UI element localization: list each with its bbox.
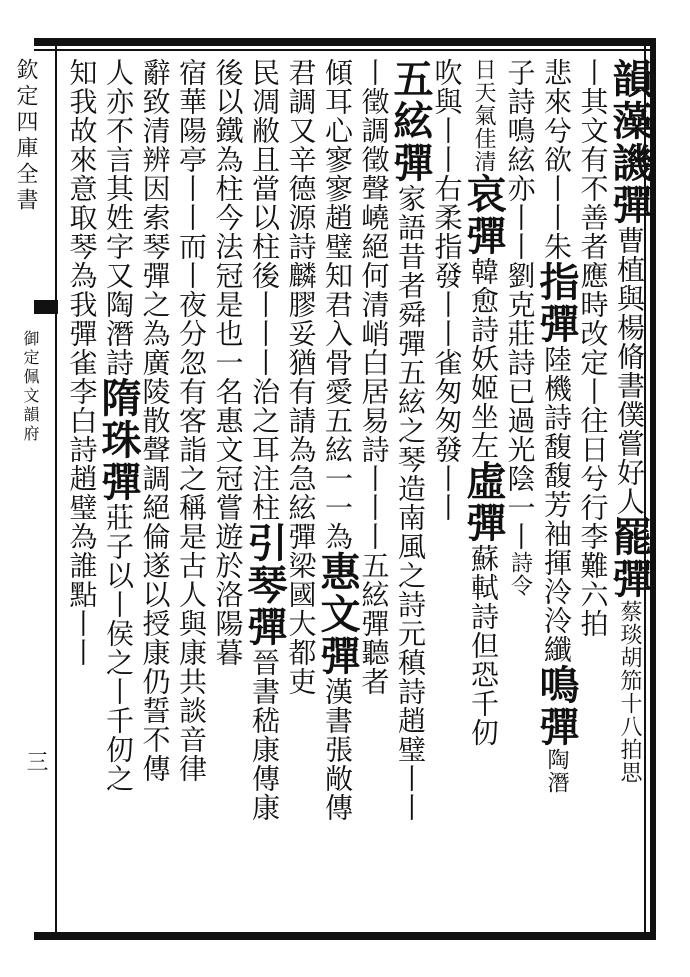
entry-text: 吹與丨丨 [430, 58, 464, 174]
entry-text: 辭致清辨因索琴彈之為廣陵散聲調絕倫遂以授康仍誓不傳 [138, 58, 172, 783]
text-column [174, 58, 208, 783]
entry-text: 子詩鳴絃亦丨丨 [503, 58, 537, 261]
margin-subtitle: 御定佩文韻府 [21, 330, 40, 444]
margin-title: 欽定四庫全書 [13, 58, 38, 214]
entry-text: 後以鐵為柱今法冠是也一名惠文冠 [211, 58, 245, 493]
entry-text: 知我故來意取琴為我彈 [65, 58, 99, 348]
entry-text: 晉書嵇康傳康 [248, 648, 281, 822]
entry-text: 宿華陽亭丨丨而丨夜分忽有客詣之稱是古人與康共談音律 [175, 58, 208, 783]
entry-text: 丨其文有不善者應時改定丨 [576, 58, 610, 406]
entry-text: 曹植與楊脩書僕嘗好人 [613, 226, 646, 516]
entry-text: 陶潛 [544, 748, 569, 794]
entry-text: 雀匆匆發丨丨 [430, 348, 464, 522]
entry-text: 君調又辛德源詩麟膠妥猶有請為急絃彈 [284, 58, 318, 551]
page-number: 三 [23, 750, 48, 772]
entry-heading: 虛彈 [460, 460, 507, 544]
text-column [533, 58, 580, 794]
entry-heading: 引琴彈 [241, 522, 288, 648]
entry-text: 梁國大都吏 [284, 551, 318, 696]
entry-heading: 哀彈 [460, 173, 507, 257]
entry-text: 莊子以丨侯之丨千仞之 [102, 503, 135, 793]
entry-text: 嘗遊於洛陽暮 [211, 493, 245, 667]
entry-text: 蔡琰胡笳十八拍思 [617, 600, 642, 784]
entry-text: 右柔指發丨丨 [430, 174, 464, 348]
entry-heading: 彈 [387, 142, 434, 184]
entry-text: 日天氣佳清 [471, 58, 496, 173]
entry-text: 民凋敝且當以柱後丨丨丨治之耳注柱 [248, 58, 281, 522]
text-column [606, 58, 653, 784]
text-column [241, 58, 288, 822]
entry-heading: 罷彈 [606, 516, 653, 600]
entry-heading: 惠文彈 [314, 551, 361, 677]
entry-text: 雀李白詩趙璧為誰點丨丨 [65, 348, 99, 667]
entry-text: 人亦不言其姓字又陶潛詩 [102, 58, 135, 377]
entry-text: 丨徵調徵聲嶢絕何清峭白居易詩丨丨丨五絃彈聽者 [357, 58, 391, 696]
text-column [460, 58, 507, 747]
entry-text: 漢書張敞傳 [321, 677, 354, 822]
text-column [284, 58, 318, 696]
entry-text: 蘇軾詩但恐千仞 [467, 544, 500, 747]
entry-text: 悲來兮欲丨丨朱 [540, 58, 573, 261]
text-column [357, 58, 391, 696]
fish-tail-mark [34, 300, 58, 314]
text-column [387, 58, 434, 822]
entry-heading: 譏彈 [606, 142, 653, 226]
entry-text: 家語昔者舜彈五絃之琴造南風之詩元稹詩趙璧丨丨 [394, 184, 427, 822]
entry-text: 傾耳心寥寥趙璧知君入骨愛五絃一一為 [321, 58, 354, 551]
entry-text: 韓愈詩妖姬坐左 [467, 257, 500, 460]
text-column [576, 58, 610, 638]
text-column [95, 58, 142, 793]
top-border-inner [34, 49, 654, 51]
entry-heading: 五絃 [387, 58, 434, 142]
text-column [314, 58, 361, 822]
entry-heading: 韻藻 [606, 58, 653, 142]
text-column [430, 58, 464, 522]
entry-heading: 指彈 [533, 261, 580, 345]
text-column [211, 58, 245, 667]
entry-text: 劉克莊詩已過光陰一丨 [503, 261, 537, 551]
entry-heading: 隋珠彈 [95, 377, 142, 503]
top-border [34, 38, 654, 46]
entry-heading: 鳴彈 [533, 664, 580, 748]
text-column [503, 58, 537, 597]
text-column [138, 58, 172, 783]
entry-text: 往日兮行李難六拍 [576, 406, 610, 638]
left-border [55, 46, 57, 934]
bottom-border [34, 932, 654, 940]
entry-text: 陸機詩馥馥芳袖揮泠泠纖 [540, 345, 573, 664]
entry-text: 詩令 [507, 551, 533, 597]
text-column [65, 58, 99, 667]
